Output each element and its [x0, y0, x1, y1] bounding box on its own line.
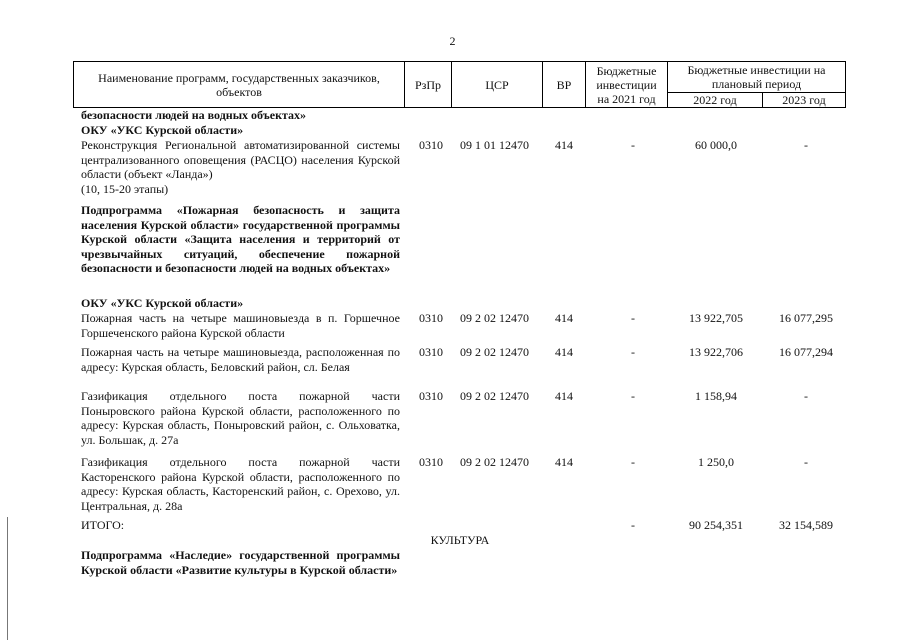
row3-name: Пожарная часть на четыре машиновыезда, расположенная по адресу: Курская область, Беловский район, сл. Белая — [81, 345, 400, 374]
row4-csr: 09 2 02 12470 — [460, 389, 529, 403]
row4-rzpr: 0310 — [419, 389, 443, 403]
subprogram1-title: Подпрограмма «Пожарная безопасность и защита населения Курской области» государственной программы Курской области «Защита населения и территорий от чрезвычайных ситуаций, обеспечение пожарной безопасности и безопасности людей на водных объектах» — [81, 203, 400, 275]
row4-y2022: 1 158,94 — [695, 389, 737, 403]
row3-rzpr: 0310 — [419, 345, 443, 359]
header-name: Наименование программ, государственных заказчиков, объектов — [74, 62, 405, 108]
header-vr: ВР — [543, 62, 586, 108]
page-number: 2 — [449, 34, 456, 48]
row2-rzpr: 0310 — [419, 311, 443, 325]
header-budget-plan: Бюджетные инвестиции на плановый период — [668, 62, 846, 93]
row1-rzpr: 0310 — [419, 138, 443, 152]
total-b2021: - — [631, 518, 635, 532]
table-header — [73, 61, 846, 108]
row2-y2022: 13 922,705 — [689, 311, 743, 325]
row2-b2021: - — [631, 311, 635, 325]
row1-vr: 414 — [555, 138, 573, 152]
header-year-2022: 2022 год — [668, 93, 763, 108]
row5-vr: 414 — [555, 455, 573, 469]
subprogram1-customer: ОКУ «УКС Курской области» — [81, 296, 244, 310]
row1-note: (10, 15-20 этапы) — [81, 182, 169, 196]
row1-csr: 09 1 01 12470 — [460, 138, 529, 152]
row2-vr: 414 — [555, 311, 573, 325]
scan-margin-line — [7, 517, 8, 640]
row1-b2021: - — [631, 138, 635, 152]
row5-b2021: - — [631, 455, 635, 469]
row5-rzpr: 0310 — [419, 455, 443, 469]
row3-y2022: 13 922,706 — [689, 345, 743, 359]
row3-y2023: 16 077,294 — [779, 345, 833, 359]
row2-name: Пожарная часть на четыре машиновыезда в п. Горшечное Горшеченского района Курской области — [81, 311, 400, 340]
row1-name: Реконструкция Региональной автоматизированной системы централизованного оповещения (РАСЦО) населения Курской области (объект «Ланда») — [81, 138, 400, 181]
row5-csr: 09 2 02 12470 — [460, 455, 529, 469]
row3-csr: 09 2 02 12470 — [460, 345, 529, 359]
row5-name: Газификация отдельного поста пожарной части Касторенского района Курской области, расположенного по адресу: Курская область, Касторенский район, с. Орехово, ул. Центральная, д. 28а — [81, 455, 400, 513]
section-title: КУЛЬТУРА — [430, 533, 490, 547]
row4-vr: 414 — [555, 389, 573, 403]
row4-y2023: - — [804, 389, 808, 403]
row3-b2021: - — [631, 345, 635, 359]
subprogram2-title: Подпрограмма «Наследие» государственной программы Курской области «Развитие культуры в Курской области» — [81, 548, 400, 577]
row1-y2022: 60 000,0 — [695, 138, 737, 152]
row1-y2023: - — [804, 138, 808, 152]
row5-y2022: 1 250,0 — [698, 455, 734, 469]
header-rzpr: РзПр — [405, 62, 452, 108]
header-csr: ЦСР — [452, 62, 543, 108]
intro-customer: ОКУ «УКС Курской области» — [81, 123, 244, 137]
row2-y2023: 16 077,295 — [779, 311, 833, 325]
row5-y2023: - — [804, 455, 808, 469]
row3-vr: 414 — [555, 345, 573, 359]
intro-continuation: безопасности людей на водных объектах» — [81, 108, 307, 122]
row4-b2021: - — [631, 389, 635, 403]
row2-csr: 09 2 02 12470 — [460, 311, 529, 325]
row4-name: Газификация отдельного поста пожарной части Поныровского района Курской области, расположенного по адресу: Курская область, Поныровский район, с. Ольховатка, ул. Большак, д. 27а — [81, 389, 400, 447]
header-budget-2021: Бюджетные инвестиции на 2021 год — [586, 62, 668, 108]
total-y2022: 90 254,351 — [689, 518, 743, 532]
header-year-2023: 2023 год — [763, 93, 846, 108]
total-label: ИТОГО: — [81, 518, 125, 532]
total-y2023: 32 154,589 — [779, 518, 833, 532]
